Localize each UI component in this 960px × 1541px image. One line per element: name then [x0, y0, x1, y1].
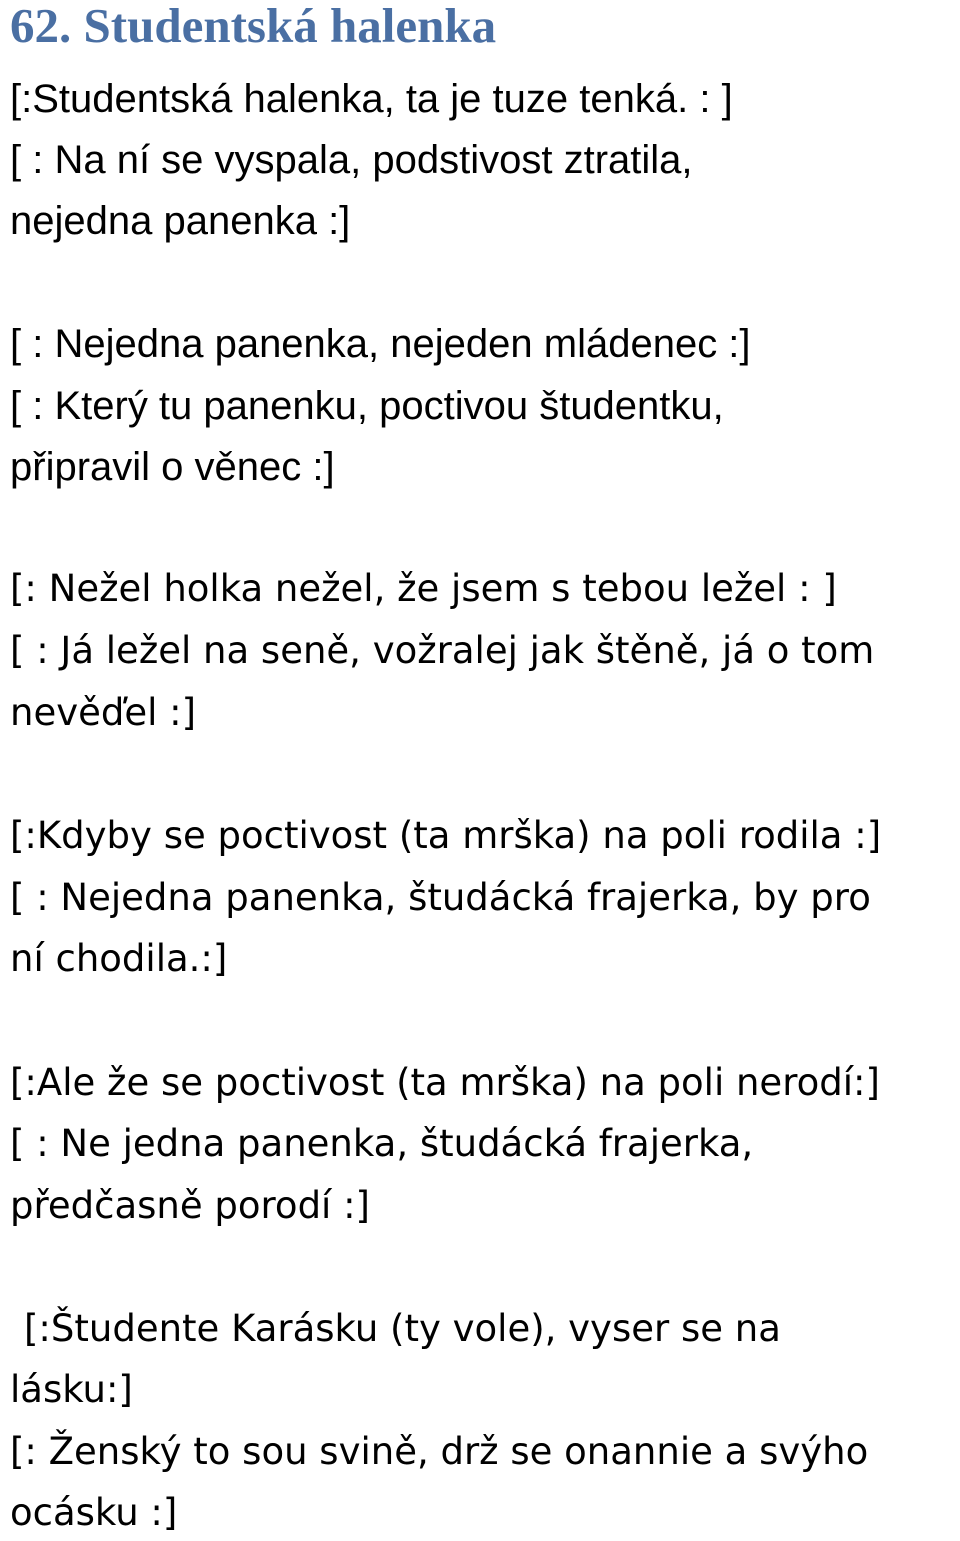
stanza-2-line-2: [ : Který tu panenku, poctivou študentku,	[10, 384, 724, 428]
stanza-3-line-2: [ : Já ležel na seně, vožralej jak štěně, já o tom	[10, 629, 875, 672]
stanza-4-line-3: ní chodila.:]	[10, 937, 228, 980]
stanza-4-line-1: [:Kdyby se poctivost (ta mrška) na poli rodila :]	[10, 814, 882, 857]
stanza-4-line-2: [ : Nejedna panenka, študácká frajerka, by pro	[10, 876, 871, 919]
stanza-6-line-2: lásku:]	[10, 1368, 133, 1411]
stanza-2-line-3: připravil o věnec :]	[10, 445, 335, 489]
stanza-6-line-4: ocásku :]	[10, 1491, 178, 1534]
stanza-5-line-1: [:Ale že se poctivost (ta mrška) na poli nerodí:]	[10, 1061, 880, 1104]
stanza-6-line-1: [:Študente Karásku (ty vole), vyser se na	[24, 1307, 781, 1350]
stanza-6-line-3: [: Ženský to sou svině, drž se onannie a svýho	[10, 1430, 869, 1473]
song-title: 62. Studentská halenka	[10, 0, 497, 53]
stanza-3-line-1: [: Nežel holka nežel, že jsem s tebou ležel : ]	[10, 567, 837, 610]
stanza-1-line-3: nejedna panenka :]	[10, 199, 351, 243]
stanza-1-line-1: [:Studentská halenka, ta je tuze tenká. : ]	[10, 77, 733, 121]
stanza-5-line-3: předčasně porodí :]	[10, 1184, 370, 1227]
stanza-3-line-3: nevěďel :]	[10, 691, 197, 734]
stanza-1-line-2: [ : Na ní se vyspala, podstivost ztratila,	[10, 138, 693, 182]
stanza-5-line-2: [ : Ne jedna panenka, študácká frajerka,	[10, 1122, 754, 1165]
stanza-2-line-1: [ : Nejedna panenka, nejeden mládenec :]	[10, 322, 751, 366]
